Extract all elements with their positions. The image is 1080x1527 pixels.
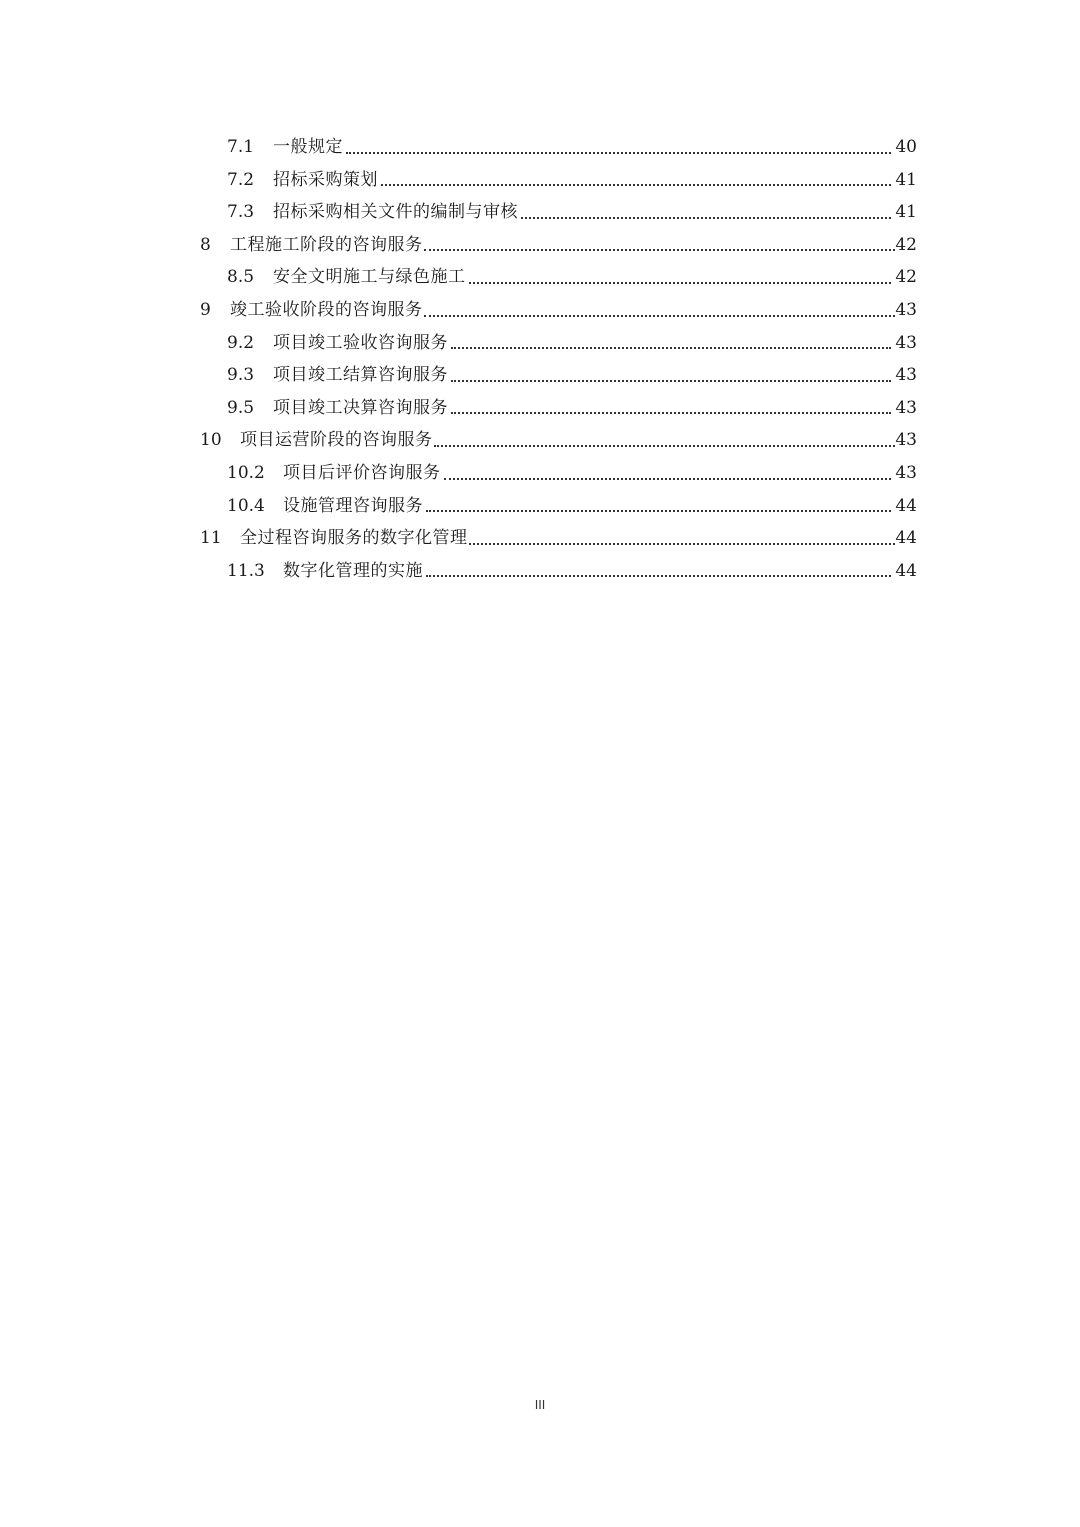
toc-entry-title: 项目竣工验收咨询服务 (273, 332, 448, 353)
toc-entry-page: 44 (895, 560, 917, 581)
toc-entry-number: 7.1 (227, 137, 255, 157)
toc-entry-number: 9.3 (227, 365, 255, 386)
toc-entry[interactable] (200, 392, 917, 425)
toc-dot-leader (521, 216, 891, 219)
toc-entry[interactable] (200, 327, 917, 360)
toc-entry-page: 42 (895, 234, 917, 255)
toc-entry[interactable] (200, 229, 917, 262)
toc-entry[interactable] (200, 522, 917, 555)
toc-entry-page: 40 (895, 137, 917, 157)
toc-entry[interactable] (200, 261, 917, 294)
toc-entry-title: 一般规定 (273, 137, 343, 157)
toc-entry-page: 43 (895, 299, 917, 320)
toc-entry-number: 8 (200, 234, 211, 255)
toc-entry-title: 招标采购相关文件的编制与审核 (273, 202, 518, 223)
toc-entry-title: 竣工验收阶段的咨询服务 (230, 299, 423, 320)
toc-entry-page: 44 (895, 495, 917, 516)
toc-entry-title: 数字化管理的实施 (283, 560, 423, 581)
toc-entry[interactable] (200, 424, 917, 457)
toc-dot-leader (434, 444, 896, 447)
toc-entry[interactable] (200, 359, 917, 392)
toc-entry-title: 项目竣工决算咨询服务 (273, 397, 448, 418)
toc-dot-leader (444, 477, 892, 480)
toc-dot-leader (346, 151, 891, 154)
toc-entry-title: 项目后评价咨询服务 (283, 462, 441, 483)
toc-entry[interactable] (200, 196, 917, 229)
toc-entry-page: 43 (895, 430, 917, 451)
toc-dot-leader (451, 346, 891, 349)
toc-entry-title: 工程施工阶段的咨询服务 (230, 234, 423, 255)
toc-entry-number: 11.3 (227, 560, 265, 581)
toc-entry-title: 全过程咨询服务的数字化管理 (240, 528, 468, 549)
toc-entry-title: 招标采购策划 (273, 169, 378, 190)
toc-entry-number: 10.4 (227, 495, 265, 516)
toc-entry-page: 43 (895, 397, 917, 418)
toc-entry-title: 项目竣工结算咨询服务 (273, 365, 448, 386)
toc-entry-title: 设施管理咨询服务 (283, 495, 423, 516)
toc-entry[interactable] (200, 457, 917, 490)
toc-entry-number: 11 (200, 528, 222, 549)
toc-dot-leader (451, 411, 891, 414)
page-number: III (534, 1398, 546, 1412)
toc-entry-page: 43 (895, 332, 917, 353)
toc-entry-number: 7.2 (227, 169, 255, 190)
toc-dot-leader (381, 183, 891, 186)
toc-dot-leader (469, 281, 892, 284)
toc-entry-number: 10.2 (227, 462, 265, 483)
toc-entry[interactable] (200, 490, 917, 523)
toc-entry-page: 44 (895, 528, 917, 549)
toc-entry-page: 43 (895, 365, 917, 386)
toc-entry[interactable] (200, 131, 917, 164)
toc-entry[interactable] (200, 294, 917, 327)
toc-entry-page: 41 (895, 202, 917, 223)
toc-dot-leader (426, 509, 891, 512)
toc-entry[interactable] (200, 555, 917, 588)
toc-entry-number: 9.2 (227, 332, 255, 353)
toc-dot-leader (424, 248, 896, 251)
toc-entry-number: 10 (200, 430, 222, 451)
toc-entry-number: 8.5 (227, 267, 255, 288)
toc-entry[interactable] (200, 164, 917, 197)
toc-dot-leader (451, 379, 891, 382)
toc-entry-page: 43 (895, 462, 917, 483)
toc-entry-title: 项目运营阶段的咨询服务 (240, 430, 433, 451)
table-of-contents (200, 131, 917, 587)
toc-entry-number: 9 (200, 299, 211, 320)
toc-entry-page: 42 (895, 267, 917, 288)
toc-entry-title: 安全文明施工与绿色施工 (273, 267, 466, 288)
toc-dot-leader (426, 574, 891, 577)
toc-entry-page: 41 (895, 169, 917, 190)
toc-dot-leader (424, 314, 896, 317)
toc-entry-number: 7.3 (227, 202, 255, 223)
toc-entry-number: 9.5 (227, 397, 255, 418)
toc-dot-leader (469, 542, 896, 545)
